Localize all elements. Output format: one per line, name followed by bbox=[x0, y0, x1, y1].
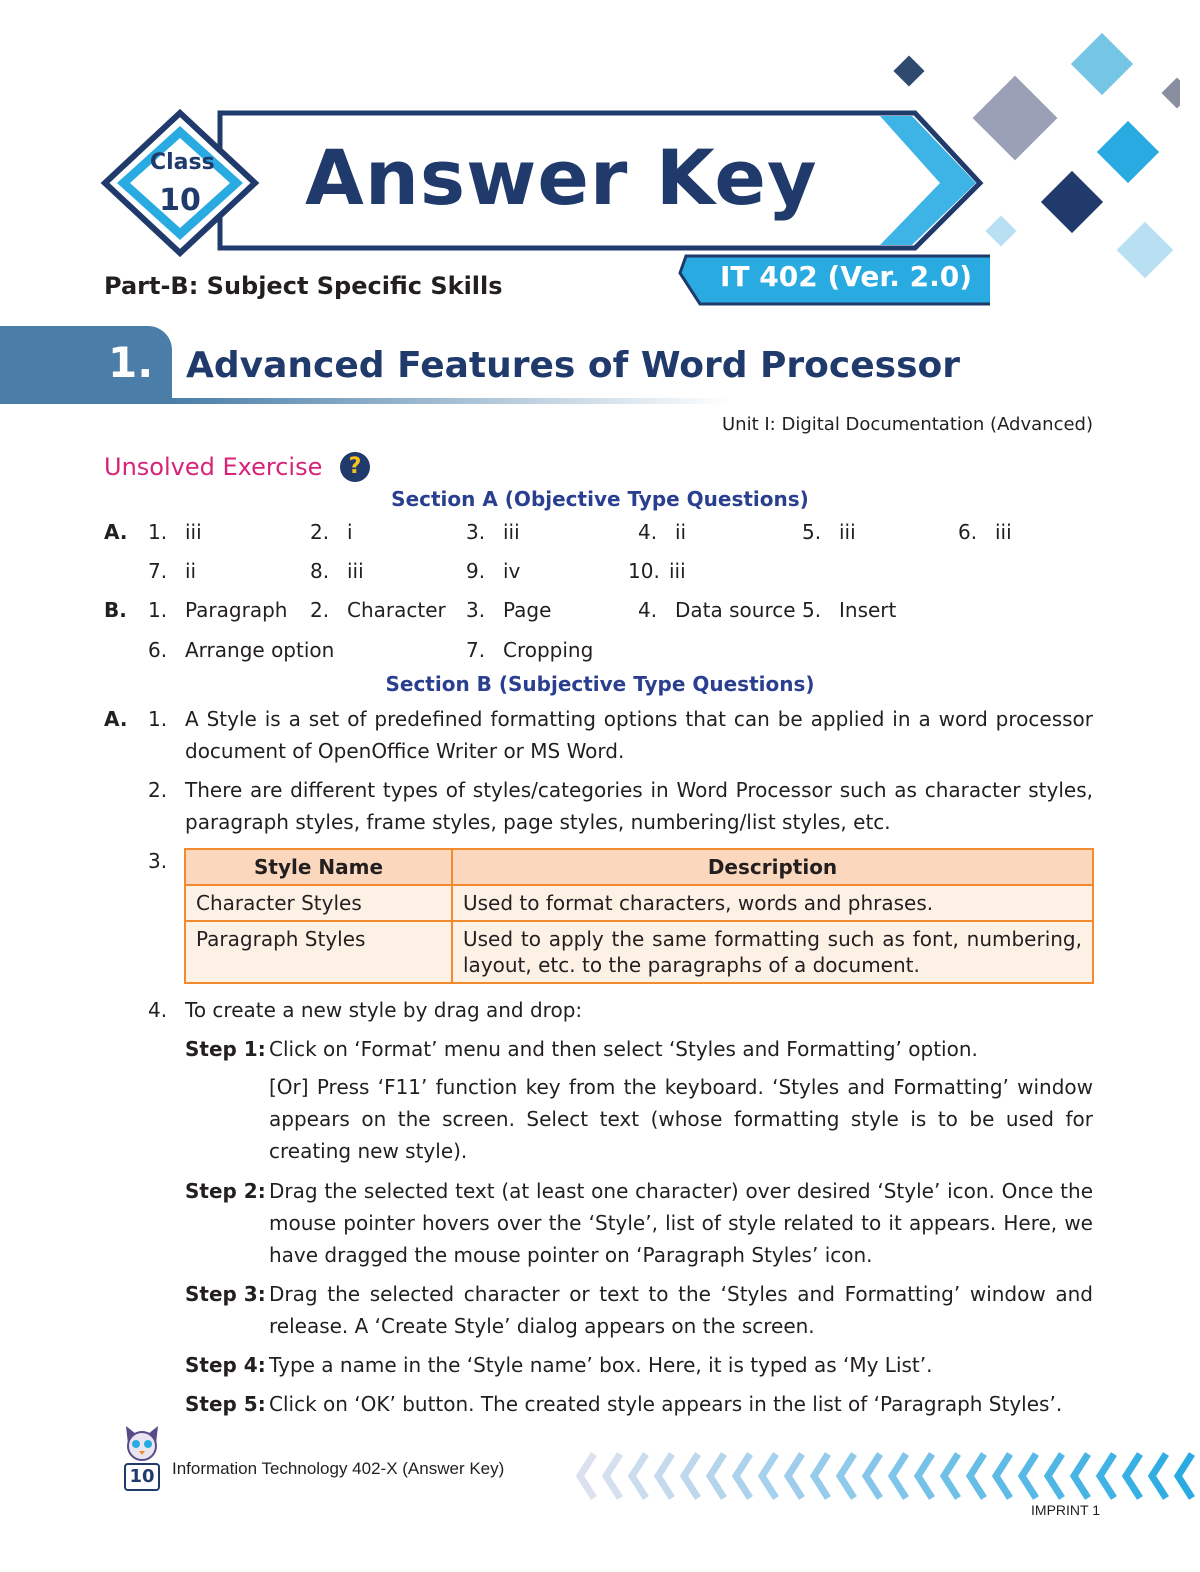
answer-b-number: 4. bbox=[638, 598, 658, 622]
table-cell: Paragraph Styles bbox=[185, 921, 452, 983]
answer-b-value: Cropping bbox=[503, 638, 594, 662]
table-row bbox=[185, 921, 1093, 983]
table-row bbox=[185, 885, 1093, 921]
answer-b-value: Page bbox=[503, 598, 552, 622]
q4-intro: To create a new style by drag and drop: bbox=[185, 998, 583, 1022]
section-b-title: Section B (Subjective Type Questions) bbox=[385, 672, 815, 696]
table-header-row bbox=[185, 849, 1093, 885]
chapter-title: Advanced Features of Word Processor bbox=[186, 345, 960, 386]
step-3-label: Step 3: bbox=[185, 1282, 266, 1306]
imprint-label: IMPRINT 1 bbox=[1031, 1502, 1100, 1518]
table-header-style-name: Style Name bbox=[185, 849, 452, 885]
chapter-number: 1. bbox=[108, 338, 154, 387]
part-label: Part-B: Subject Specific Skills bbox=[104, 272, 503, 300]
answer-b-number: 6. bbox=[148, 638, 168, 662]
answer-a-number: 4. bbox=[638, 520, 658, 544]
answer-b-number: 7. bbox=[466, 638, 486, 662]
answer-a-value: iii bbox=[839, 520, 856, 544]
step-5-text: Click on ‘OK’ button. The created style appears in the list of ‘Paragraph Styles’. bbox=[269, 1392, 1063, 1416]
step-2-text: Drag the selected text (at least one character) over desired ‘Style’ icon. Once the mouse pointer hovers over the ‘Style’, list of style related to it appears. Here, we have dragged the mouse pointer on ‘Paragraph Styles’ icon. bbox=[269, 1179, 1093, 1267]
step-4-label: Step 4: bbox=[185, 1353, 266, 1377]
class-label: Class bbox=[150, 150, 215, 175]
answer-a-value: iii bbox=[669, 559, 686, 583]
answer-a-number: 9. bbox=[466, 559, 486, 583]
footer-chevrons bbox=[570, 1446, 1200, 1506]
answer-a-number: 8. bbox=[310, 559, 330, 583]
answer-b-number: 3. bbox=[466, 598, 486, 622]
q2-answer: There are different types of styles/categories in Word Processor such as character styles, paragraph styles, frame styles, page styles, numbering/list styles, etc. bbox=[185, 778, 1093, 834]
step-1-alt-text: [Or] Press ‘F11’ function key from the keyboard. ‘Styles and Formatting’ window appears on the screen. Select text (whose formatting style is to be used for creating new style). bbox=[269, 1075, 1093, 1163]
table-cell: Character Styles bbox=[185, 885, 452, 921]
answer-b-value: Paragraph bbox=[185, 598, 288, 622]
step-3-text: Drag the selected character or text to the ‘Styles and Formatting’ window and release. A ‘Create Style’ dialog appears on the screen. bbox=[269, 1282, 1093, 1338]
q1-number: 1. bbox=[148, 707, 168, 731]
page-badge: 10 bbox=[124, 1463, 160, 1491]
section-b-a-label: A. bbox=[104, 707, 128, 731]
answer-a-value: iii bbox=[185, 520, 202, 544]
mascot-icon bbox=[120, 1422, 164, 1466]
answer-a-value: i bbox=[347, 520, 353, 544]
answer-a-number: 7. bbox=[148, 559, 168, 583]
answer-a-number: 3. bbox=[466, 520, 486, 544]
answer-b-number: 2. bbox=[310, 598, 330, 622]
q1-answer: A Style is a set of predefined formatting options that can be applied in a word processor document of OpenOffice Writer or MS Word. bbox=[185, 707, 1093, 763]
unit-label: Unit I: Digital Documentation (Advanced) bbox=[722, 414, 1093, 435]
answer-a-value: iii bbox=[347, 559, 364, 583]
table-cell: Used to format characters, words and phrases. bbox=[452, 885, 1093, 921]
answer-b-label: B. bbox=[104, 598, 127, 622]
subject-code: IT 402 (Ver. 2.0) bbox=[720, 260, 972, 293]
answer-b-number: 5. bbox=[802, 598, 822, 622]
answer-b-value: Arrange option bbox=[185, 638, 335, 662]
answer-b-value: Insert bbox=[839, 598, 897, 622]
styles-table bbox=[184, 848, 1094, 984]
table-header-description: Description bbox=[452, 849, 1093, 885]
answer-a-number: 1. bbox=[148, 520, 168, 544]
q3-number: 3. bbox=[148, 849, 168, 873]
step-1-label: Step 1: bbox=[185, 1037, 266, 1061]
step-4-text: Type a name in the ‘Style name’ box. Here, it is typed as ‘My List’. bbox=[269, 1353, 933, 1377]
question-icon: ? bbox=[340, 452, 370, 482]
answer-b-value: Data source bbox=[675, 598, 796, 622]
step-2-label: Step 2: bbox=[185, 1179, 266, 1203]
exercise-heading: Unsolved Exercise bbox=[104, 453, 323, 481]
answer-a-number: 6. bbox=[958, 520, 978, 544]
answer-a-value: iv bbox=[503, 559, 521, 583]
answer-a-number: 10. bbox=[628, 559, 660, 583]
class-number: 10 bbox=[159, 183, 201, 218]
answer-a-value: iii bbox=[503, 520, 520, 544]
answer-b-value: Character bbox=[347, 598, 446, 622]
chapter-underline bbox=[172, 398, 732, 404]
section-a-title: Section A (Objective Type Questions) bbox=[391, 487, 809, 511]
page-title: Answer Key bbox=[305, 133, 818, 222]
table-cell: Used to apply the same formatting such as font, numbering, layout, etc. to the paragraphs of a document. bbox=[452, 921, 1093, 983]
q2-number: 2. bbox=[148, 778, 168, 802]
step-5-label: Step 5: bbox=[185, 1392, 266, 1416]
answer-a-value: ii bbox=[675, 520, 687, 544]
q4-number: 4. bbox=[148, 998, 168, 1022]
answer-a-number: 2. bbox=[310, 520, 330, 544]
step-1-text: Click on ‘Format’ menu and then select ‘Styles and Formatting’ option. bbox=[269, 1037, 978, 1061]
answer-b-number: 1. bbox=[148, 598, 168, 622]
answer-a-number: 5. bbox=[802, 520, 822, 544]
answer-a-value: ii bbox=[185, 559, 197, 583]
footer-text: Information Technology 402-X (Answer Key) bbox=[172, 1459, 505, 1478]
answer-a-value: iii bbox=[995, 520, 1012, 544]
answer-a-label: A. bbox=[104, 520, 128, 544]
